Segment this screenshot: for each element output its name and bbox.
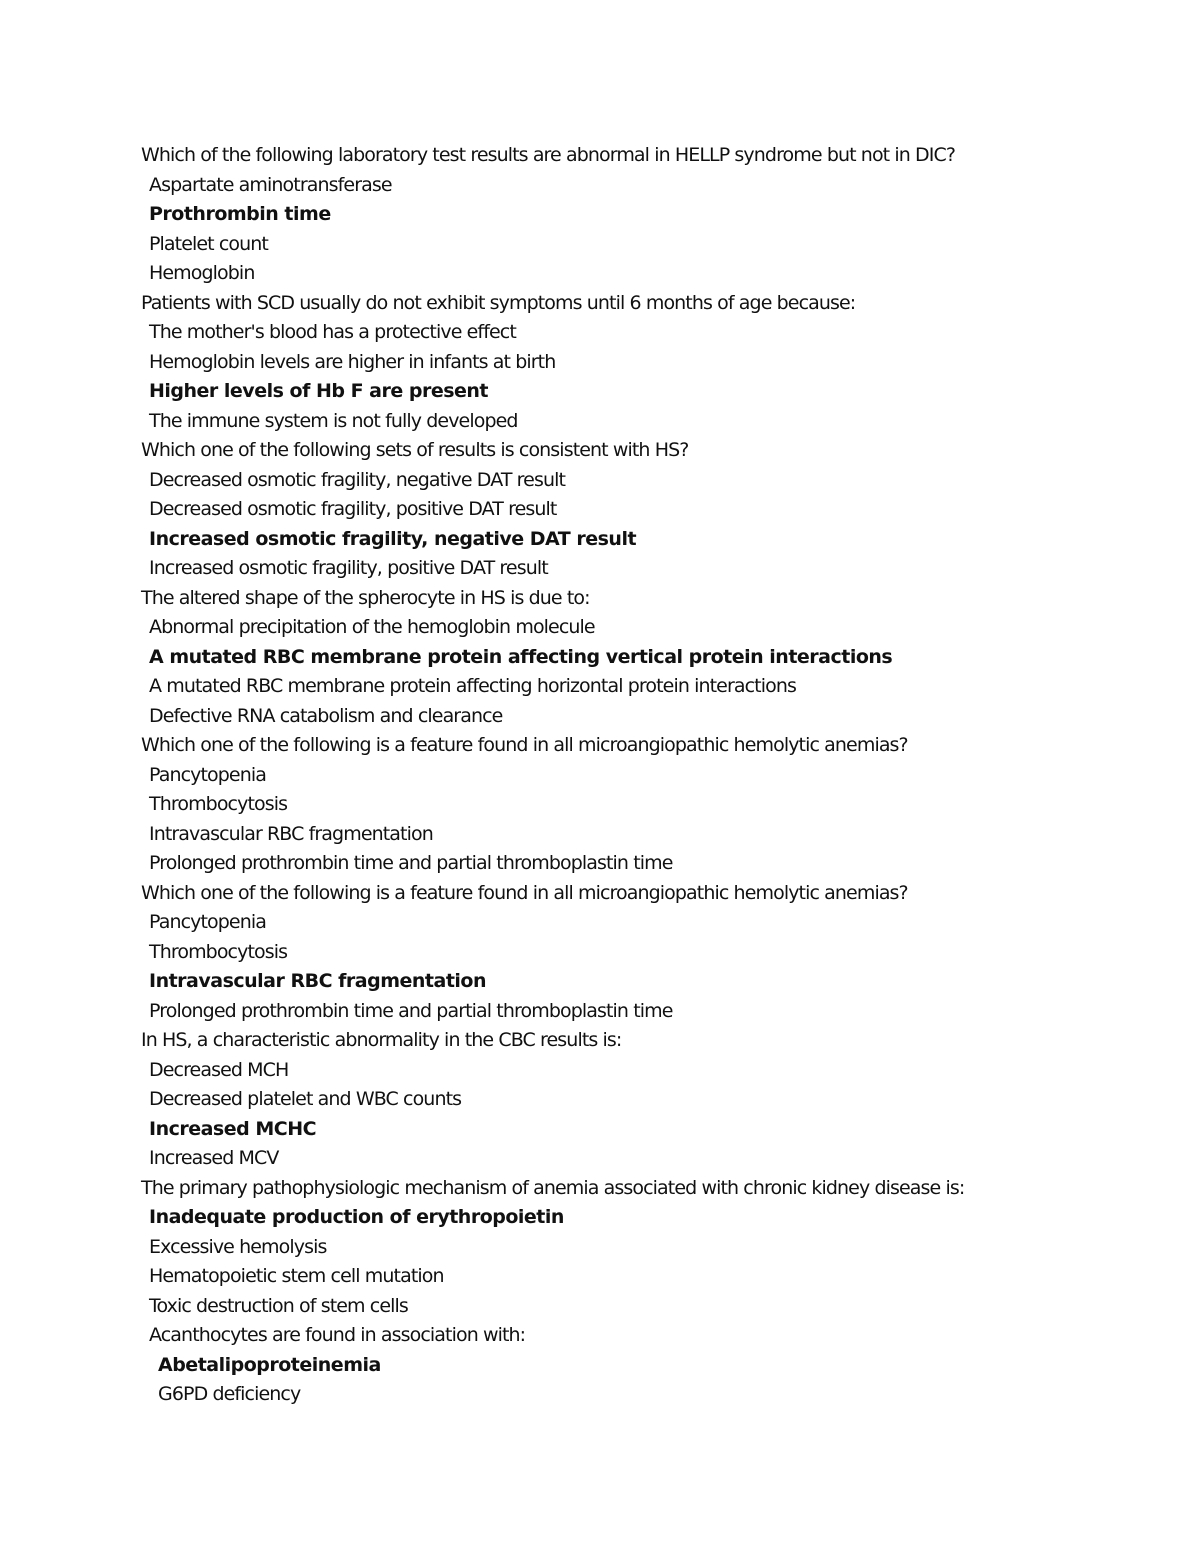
- answer-option: Decreased osmotic fragility, positive DAT result: [149, 498, 557, 520]
- answer-option: Intravascular RBC fragmentation: [149, 822, 433, 845]
- answer-option: Abnormal precipitation of the hemoglobin molecule: [149, 616, 595, 638]
- answer-option: Defective RNA catabolism and clearance: [149, 704, 503, 727]
- question-block: [141, 879, 1161, 1027]
- answer-option: Thrombocytosis: [149, 940, 288, 963]
- answer-option: Toxic destruction of stem cells: [149, 1294, 408, 1317]
- correct-answer-option: Abetalipoproteinemia: [158, 1353, 381, 1376]
- correct-answer-option: Inadequate production of erythropoietin: [149, 1206, 564, 1228]
- question-text: Which one of the following sets of results is consistent with HS?: [141, 439, 689, 461]
- question-block: [141, 1321, 1161, 1410]
- answer-option: Decreased MCH: [149, 1058, 289, 1081]
- answer-option: Pancytopenia: [149, 763, 266, 786]
- question-text: Patients with SCD usually do not exhibit symptoms until 6 months of age because:: [141, 291, 856, 314]
- answer-option: Hemoglobin levels are higher in infants at birth: [149, 350, 556, 373]
- answer-option: The immune system is not fully developed: [149, 409, 518, 432]
- answer-option: Increased osmotic fragility, positive DAT result: [149, 557, 548, 579]
- answer-option: Aspartate aminotransferase: [149, 173, 392, 196]
- question-block: [141, 141, 1161, 289]
- answer-option: Platelet count: [149, 232, 268, 255]
- question-text: Which one of the following is a feature found in all microangiopathic hemolytic anemias?: [141, 881, 908, 904]
- correct-answer-option: Increased osmotic fragility, negative DAT result: [149, 527, 637, 550]
- question-block: [141, 584, 1161, 732]
- answer-option: Increased MCV: [149, 1147, 279, 1169]
- correct-answer-option: Higher levels of Hb F are present: [149, 380, 489, 402]
- question-block: [141, 731, 1161, 879]
- question-text: The primary pathophysiologic mechanism of anemia associated with chronic kidney disease is:: [141, 1176, 965, 1199]
- answer-option: Decreased platelet and WBC counts: [149, 1088, 462, 1110]
- correct-answer-option: A mutated RBC membrane protein affecting vertical protein interactions: [149, 645, 893, 668]
- answer-option: Pancytopenia: [149, 911, 266, 933]
- question-text: The altered shape of the spherocyte in HS is due to:: [141, 586, 590, 609]
- answer-option: G6PD deficiency: [158, 1383, 301, 1405]
- answer-option: Prolonged prothrombin time and partial thromboplastin time: [149, 852, 673, 874]
- answer-option: Excessive hemolysis: [149, 1235, 327, 1258]
- answer-option: Thrombocytosis: [149, 793, 288, 815]
- question-block: [141, 436, 1161, 584]
- answer-option: Hematopoietic stem cell mutation: [149, 1265, 444, 1287]
- correct-answer-option: Intravascular RBC fragmentation: [149, 970, 487, 992]
- question-block: [141, 1026, 1161, 1174]
- answer-option: Hemoglobin: [149, 262, 255, 284]
- question-text: Which of the following laboratory test results are abnormal in HELLP syndrome but not in DIC?: [141, 144, 956, 166]
- answer-option: Decreased osmotic fragility, negative DAT result: [149, 468, 566, 491]
- question-block: [141, 289, 1161, 437]
- question-text: Acanthocytes are found in association with:: [149, 1324, 526, 1346]
- correct-answer-option: Prothrombin time: [149, 203, 331, 225]
- answer-option: A mutated RBC membrane protein affecting horizontal protein interactions: [149, 675, 796, 697]
- answer-option: The mother's blood has a protective effect: [149, 321, 516, 343]
- document-body: [141, 141, 1161, 1410]
- answer-option: Prolonged prothrombin time and partial thromboplastin time: [149, 999, 673, 1022]
- question-text: Which one of the following is a feature found in all microangiopathic hemolytic anemias?: [141, 734, 908, 756]
- question-block: [141, 1174, 1161, 1322]
- correct-answer-option: Increased MCHC: [149, 1117, 317, 1140]
- question-text: In HS, a characteristic abnormality in the CBC results is:: [141, 1029, 622, 1051]
